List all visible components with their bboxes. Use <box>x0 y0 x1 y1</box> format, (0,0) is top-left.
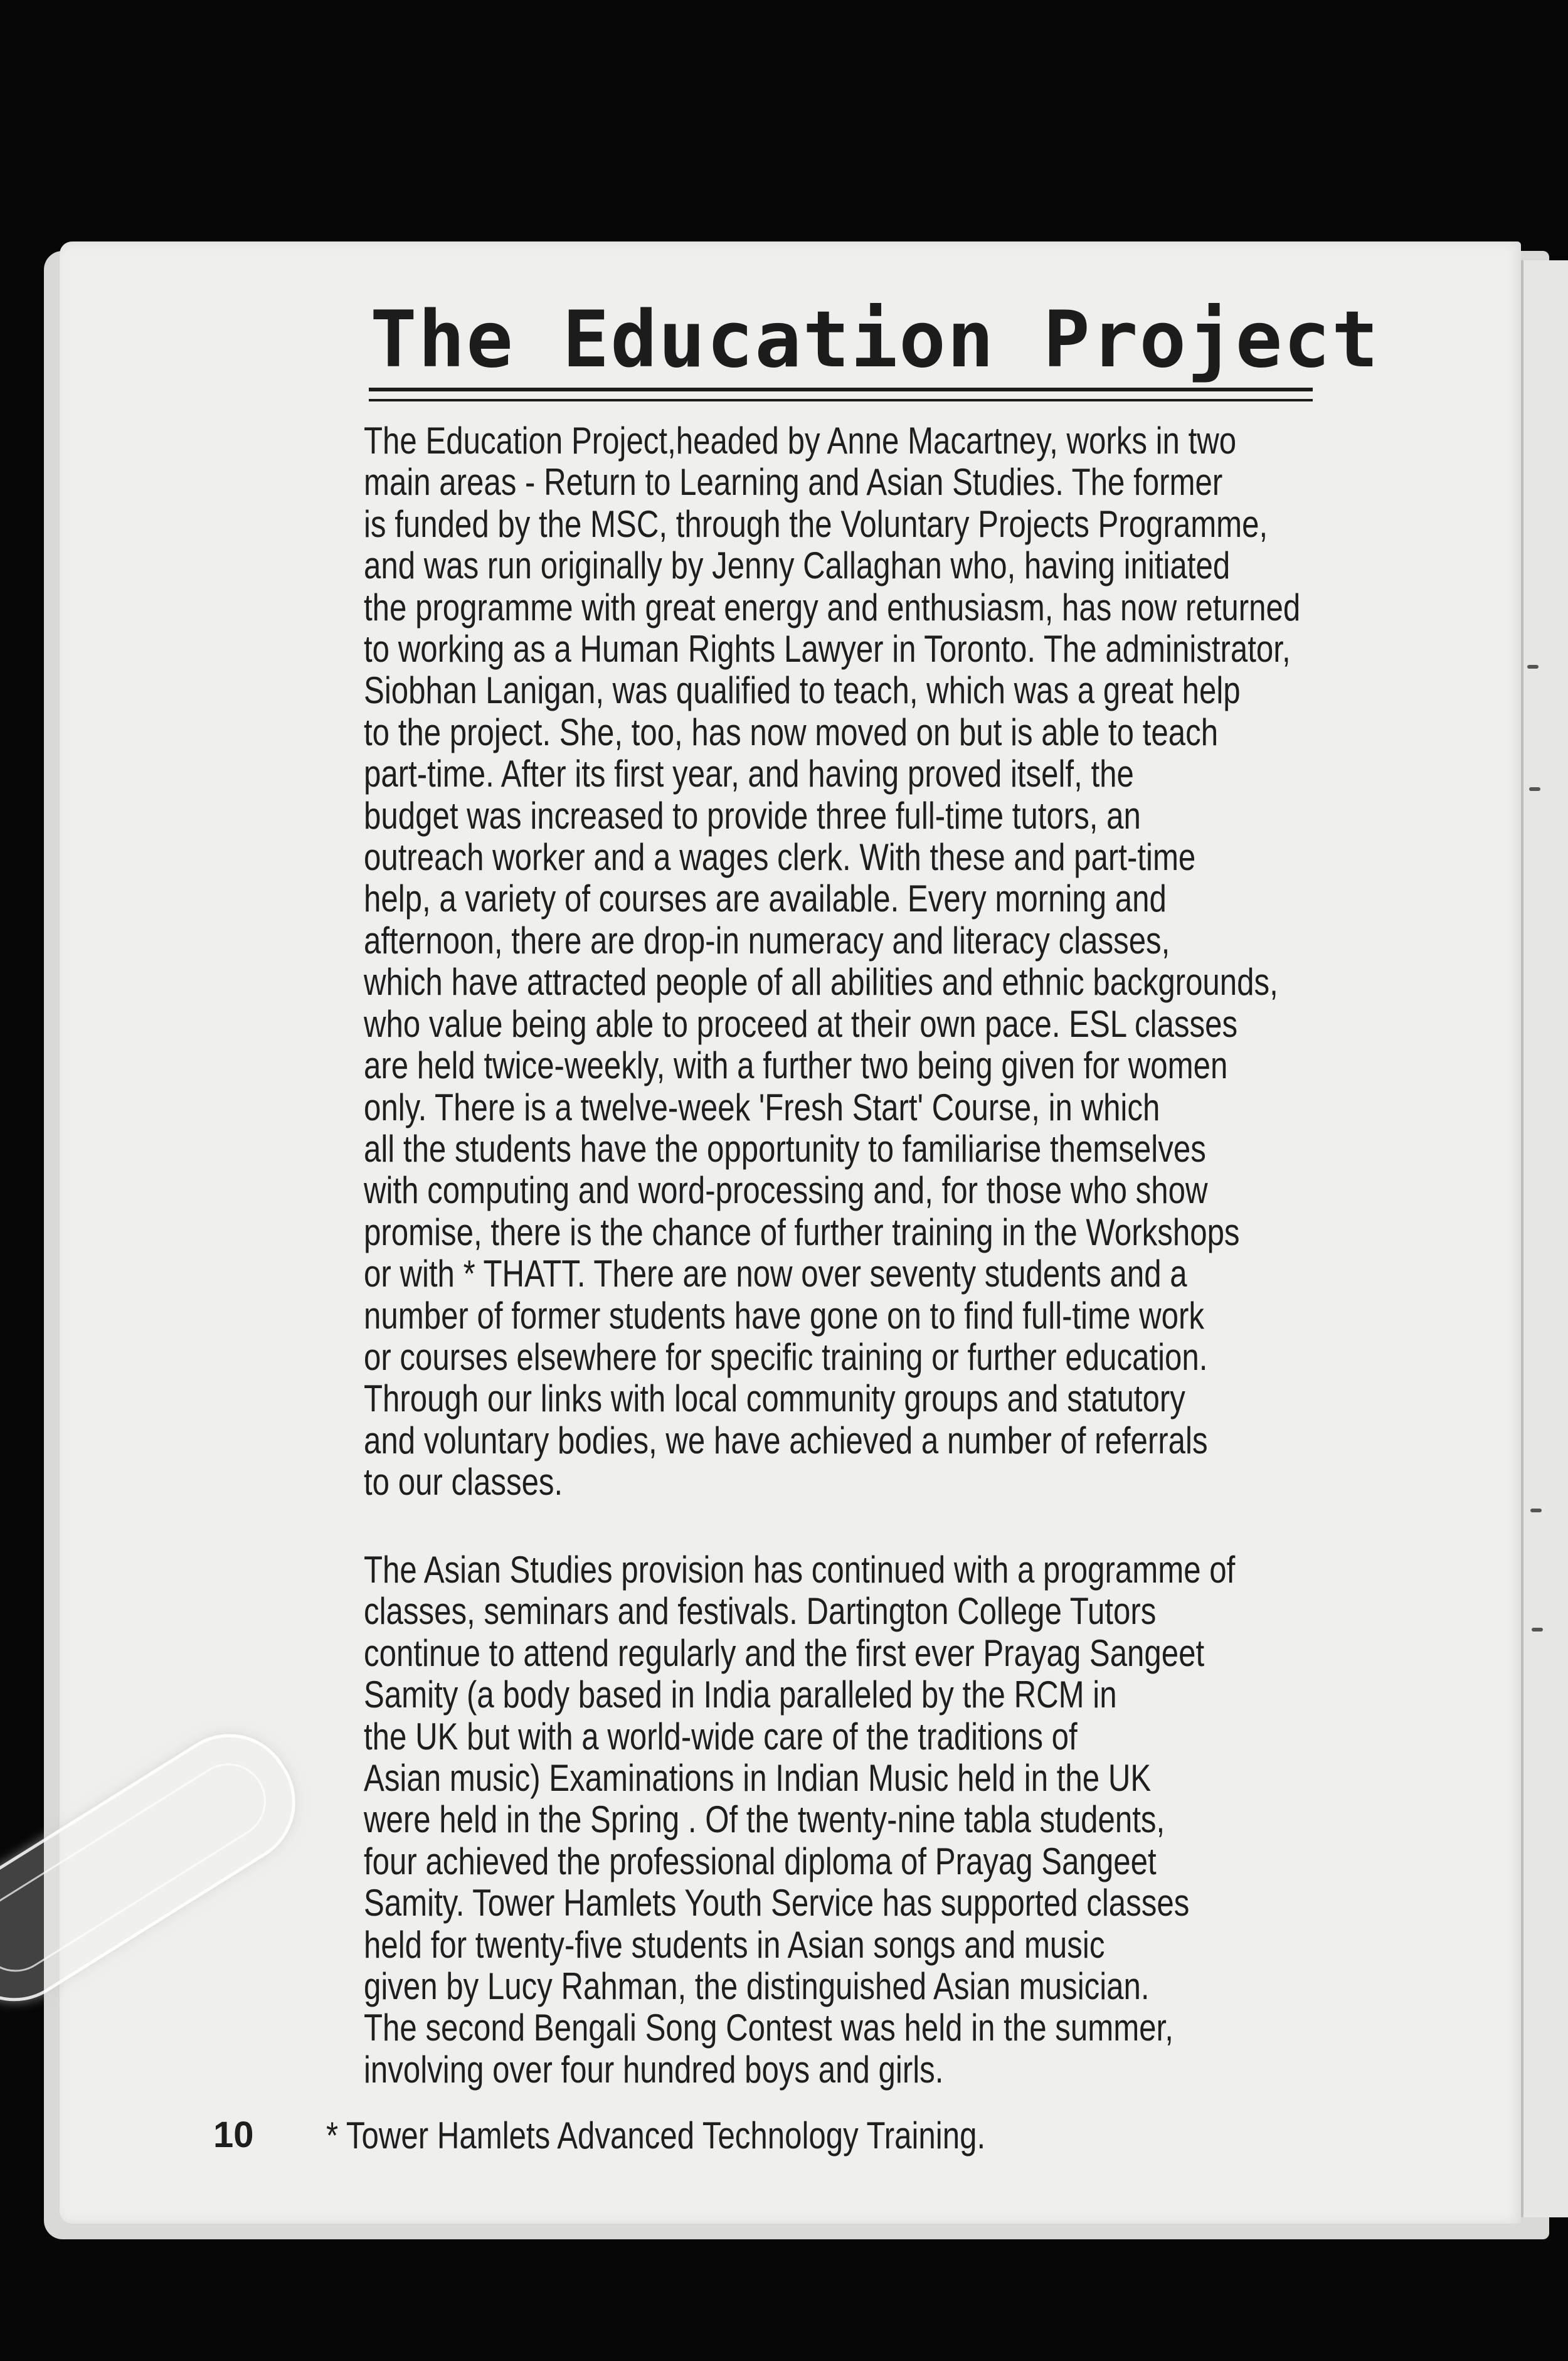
text-line: promise, there is the chance of further training in the Workshops <box>364 1211 1240 1253</box>
text-line: afternoon, there are drop-in numeracy and literacy classes, <box>364 919 1170 962</box>
text-line: and was run originally by Jenny Callaghan who, having initiated <box>364 544 1231 587</box>
text-line: to our classes. <box>364 1461 563 1504</box>
text-line: the programme with great energy and enthusiasm, has now returned <box>364 586 1301 629</box>
text-line: outreach worker and a wages clerk. With these and part-time <box>364 836 1196 879</box>
text-line: all the students have the opportunity to familiarise themselves <box>364 1127 1206 1170</box>
text-line: were held in the Spring . Of the twenty-nine tabla students, <box>364 1798 1165 1841</box>
text-line: four achieved the professional diploma of Prayag Sangeet <box>364 1840 1157 1882</box>
margin-speck <box>1529 787 1540 791</box>
text-line: Samity (a body based in India paralleled by the RCM in <box>364 1674 1117 1716</box>
margin-speck <box>1527 665 1539 669</box>
text-line: or courses elsewhere for specific training or further education. <box>364 1335 1208 1378</box>
text-line: budget was increased to provide three full-time tutors, an <box>364 794 1141 837</box>
text-line: The Education Project,headed by Anne Macartney, works in two <box>364 420 1237 462</box>
text-line: is funded by the MSC, through the Voluntary Projects Programme, <box>364 502 1268 545</box>
text-line: help, a variety of courses are available. Every morning and <box>364 878 1167 920</box>
margin-speck <box>1532 1628 1543 1631</box>
text-line: or with * THATT. There are now over seventy students and a <box>364 1253 1187 1295</box>
text-line: and voluntary bodies, we have achieved a number of referrals <box>364 1419 1208 1462</box>
text-line: with computing and word-processing and, for those who show <box>364 1169 1208 1212</box>
text-line: to working as a Human Rights Lawyer in Toronto. The administrator, <box>364 628 1291 671</box>
text-line: which have attracted people of all abilities and ethnic backgrounds, <box>364 961 1278 1004</box>
text-line: Samity. Tower Hamlets Youth Service has supported classes <box>364 1882 1190 1924</box>
page-title: The Education Project <box>370 295 1380 385</box>
text-line: part-time. After its first year, and having proved itself, the <box>364 753 1134 795</box>
text-line: are held twice-weekly, with a further two being given for women <box>364 1044 1228 1087</box>
text-line: only. There is a twelve-week 'Fresh Start' Course, in which <box>364 1086 1160 1128</box>
text-line: number of former students have gone on to find full-time work <box>364 1294 1205 1337</box>
text-line: given by Lucy Rahman, the distinguished Asian musician. <box>364 1965 1150 2008</box>
text-line: Siobhan Lanigan, was qualified to teach, which was a great help <box>364 669 1241 712</box>
margin-speck <box>1530 1509 1542 1512</box>
text-line: The second Bengali Song Contest was held in the summer, <box>364 2007 1173 2049</box>
text-line: classes, seminars and festivals. Dartington College Tutors <box>364 1590 1157 1633</box>
paragraph-asian-studies <box>364 1549 1505 2091</box>
text-line: Asian music) Examinations in Indian Music held in the UK <box>364 1757 1152 1800</box>
text-line: to the project. She, too, has now moved on but is able to teach <box>364 711 1219 753</box>
text-line: main areas - Return to Learning and Asian Studies. The former <box>364 461 1223 504</box>
text-line: the UK but with a world-wide care of the traditions of <box>364 1715 1078 1758</box>
text-line: continue to attend regularly and the first ever Prayag Sangeet <box>364 1631 1205 1674</box>
text-line: Through our links with local community groups and statutory <box>364 1377 1185 1420</box>
page-footer <box>213 2114 1468 2170</box>
text-line: held for twenty-five students in Asian songs and music <box>364 1923 1105 1966</box>
facing-page-edge <box>1521 260 1568 2217</box>
title-double-underline <box>369 388 1313 401</box>
text-line: involving over four hundred boys and girls. <box>364 2048 944 2091</box>
text-line: The Asian Studies provision has continued with a programme of <box>364 1549 1236 1591</box>
page-number: 10 <box>213 2114 254 2155</box>
paragraph-return-to-learning <box>364 420 1505 1504</box>
footnote: * Tower Hamlets Advanced Technology Training. <box>326 2114 986 2157</box>
text-line: who value being able to proceed at their own pace. ESL classes <box>364 1002 1238 1045</box>
